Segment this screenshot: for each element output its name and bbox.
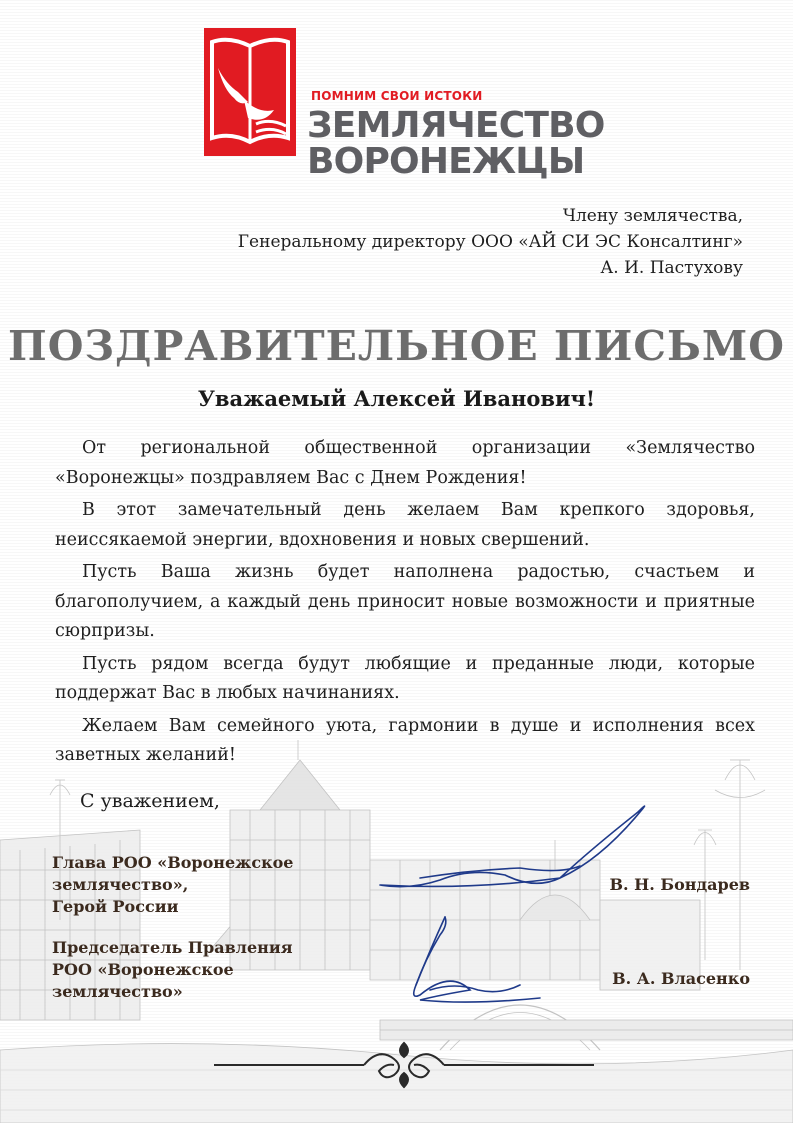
body-paragraph: Желаем Вам семейного уюта, гармонии в душе и исполнения всех заветных желаний! bbox=[55, 715, 755, 765]
signatory-1-line: Герой России bbox=[52, 897, 179, 916]
addressee-block bbox=[238, 203, 743, 281]
body-paragraph: Пусть рядом всегда будут любящие и преданные люди, которые поддержат Вас в любых начинаниях. bbox=[55, 653, 755, 703]
book-torch-emblem-icon bbox=[204, 28, 296, 156]
body-paragraph: Пусть Ваша жизнь будет наполнена радостью, счастьем и благополучием, а каждый день приносит новые возможности и приятные сюрпризы. bbox=[55, 562, 755, 641]
signatory-2-position bbox=[52, 937, 293, 1003]
decorative-flourish-icon bbox=[214, 1035, 594, 1095]
signatory-2-name: В. А. Власенко bbox=[612, 969, 750, 988]
logo-title-line2: ВОРОНЕЖЦЫ bbox=[307, 141, 585, 182]
signatory-1-line: землячество», bbox=[52, 875, 189, 894]
signatory-2-line: Председатель Правления bbox=[52, 938, 293, 957]
addressee-line-3: А. И. Пастухову bbox=[600, 258, 743, 278]
greeting: Уважаемый Алексей Иванович! bbox=[197, 386, 596, 411]
logo-title bbox=[307, 105, 605, 182]
logo-tagline: ПОМНИМ СВОИ ИСТОКИ bbox=[311, 89, 483, 103]
letter-body bbox=[55, 434, 755, 774]
signatory-1-name: В. Н. Бондарев bbox=[609, 875, 750, 894]
logo-title-line1: ЗЕМЛЯЧЕСТВО bbox=[307, 105, 605, 146]
signatory-2-line: РОО «Воронежское bbox=[52, 960, 234, 979]
closing-phrase: С уважением, bbox=[80, 790, 220, 812]
signatory-1-line: Глава РОО «Воронежское bbox=[52, 853, 294, 872]
body-paragraph: В этот замечательный день желаем Вам крепкого здоровья, неиссякаемой энергии, вдохновения и новых свершений. bbox=[55, 500, 755, 550]
body-paragraph: От региональной общественной организации «Землячество «Воронежцы» поздравляем Вас с Днем Рождения! bbox=[55, 438, 755, 488]
document-title: ПОЗДРАВИТЕЛЬНОЕ ПИСЬМО bbox=[8, 322, 785, 370]
addressee-line-1: Члену землячества, bbox=[562, 206, 743, 226]
addressee-line-2: Генеральному директору ООО «АЙ СИ ЭС Консалтинг» bbox=[237, 232, 743, 252]
signatory-2-line: землячество» bbox=[52, 982, 183, 1001]
signatory-1-position bbox=[52, 852, 293, 918]
organization-logo bbox=[204, 28, 605, 182]
